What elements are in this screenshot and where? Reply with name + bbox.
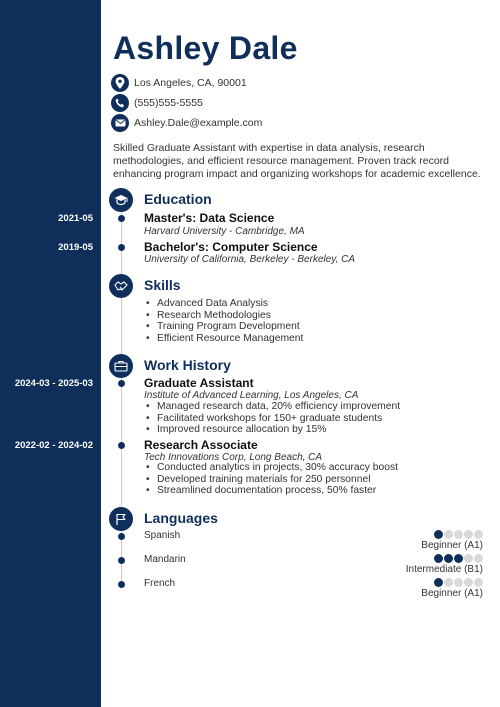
job-bullet: • Conducted analytics in projects, 30% accuracy boost: [146, 462, 398, 474]
language-name: Mandarin: [144, 554, 186, 565]
work-history-heading: Work History: [144, 357, 231, 373]
candidate-name: Ashley Dale: [113, 30, 298, 66]
company-name: Institute of Advanced Learning, Los Angeles, CA: [144, 390, 359, 401]
job-bullets: [146, 462, 398, 497]
skill-item: • Research Methodologies: [146, 310, 303, 322]
skills-heading: Skills: [144, 277, 181, 293]
skills-list: [146, 298, 303, 344]
timeline-dot: [118, 442, 125, 449]
map-pin-icon: [111, 74, 129, 92]
language-rating: [434, 578, 483, 587]
rating-dot-empty: [464, 530, 473, 539]
language-level: Beginner (A1): [421, 540, 483, 551]
language-rating: [434, 530, 483, 539]
job-date: 2024-03 - 2025-03: [14, 378, 93, 389]
phone-text[interactable]: (555)555-5555: [134, 97, 203, 109]
contact-phone: [111, 94, 203, 112]
rating-dot-filled: [454, 554, 463, 563]
rating-dot-filled: [434, 530, 443, 539]
timeline-dot: [118, 215, 125, 222]
job-bullets: [146, 401, 400, 436]
degree-title: Master's: Data Science: [144, 211, 275, 225]
language-name: Spanish: [144, 530, 181, 541]
timeline-dot: [118, 581, 125, 588]
language-level: Beginner (A1): [421, 588, 483, 599]
phone-icon: [111, 94, 129, 112]
rating-dot-filled: [434, 554, 443, 563]
company-name: Tech Innovations Corp, Long Beach, CA: [144, 452, 323, 463]
language-rating: [434, 554, 483, 563]
location-text: Los Angeles, CA, 90001: [134, 77, 247, 89]
job-bullet: • Streamlined documentation process, 50% faster: [146, 485, 398, 497]
rating-dot-empty: [474, 530, 483, 539]
professional-summary: Skilled Graduate Assistant with expertise in data analysis, research methodologies, and efficient resource management. Proven track record enhancing program impact and organizing workshops for academic excellence.: [113, 142, 481, 180]
rating-dot-empty: [454, 578, 463, 587]
language-name: French: [144, 578, 176, 589]
rating-dot-empty: [474, 554, 483, 563]
language-level: Intermediate (B1): [405, 564, 483, 575]
job-bullet: • Developed training materials for 250 personnel: [146, 474, 398, 486]
languages-heading: Languages: [144, 510, 218, 526]
job-title: Research Associate: [144, 438, 258, 452]
timeline-dot: [118, 244, 125, 251]
timeline-dot: [118, 557, 125, 564]
education-date: 2021-05: [58, 213, 93, 224]
contact-email: [111, 114, 262, 132]
school-name: Harvard University - Cambridge, MA: [144, 226, 305, 237]
rating-dot-empty: [464, 578, 473, 587]
education-date: 2019-05: [58, 242, 93, 253]
job-bullet: • Improved resource allocation by 15%: [146, 424, 400, 436]
job-bullet: • Facilitated workshops for 150+ graduate students: [146, 413, 400, 425]
job-bullet: • Managed research data, 20% efficiency improvement: [146, 401, 400, 413]
timeline-dot: [118, 380, 125, 387]
skill-item: • Training Program Development: [146, 321, 303, 333]
contact-location: [111, 74, 247, 92]
timeline-dot: [118, 533, 125, 540]
email-text[interactable]: Ashley.Dale@example.com: [134, 117, 263, 129]
graduation-cap-icon: [109, 188, 133, 212]
education-heading: Education: [144, 191, 212, 207]
skill-item: • Advanced Data Analysis: [146, 298, 303, 310]
job-title: Graduate Assistant: [144, 376, 254, 390]
rating-dot-empty: [474, 578, 483, 587]
rating-dot-filled: [434, 578, 443, 587]
rating-dot-empty: [444, 578, 453, 587]
left-sidebar: [0, 0, 101, 707]
handshake-icon: [109, 274, 133, 298]
school-name: University of California, Berkeley - Berkeley, CA: [144, 254, 355, 265]
flag-icon: [109, 507, 133, 531]
rating-dot-empty: [454, 530, 463, 539]
briefcase-icon: [109, 354, 133, 378]
degree-title: Bachelor's: Computer Science: [144, 240, 318, 254]
rating-dot-empty: [464, 554, 473, 563]
envelope-icon: [111, 114, 129, 132]
rating-dot-empty: [444, 530, 453, 539]
job-date: 2022-02 - 2024-02: [14, 440, 93, 451]
rating-dot-filled: [444, 554, 453, 563]
skill-item: • Efficient Resource Management: [146, 333, 303, 345]
